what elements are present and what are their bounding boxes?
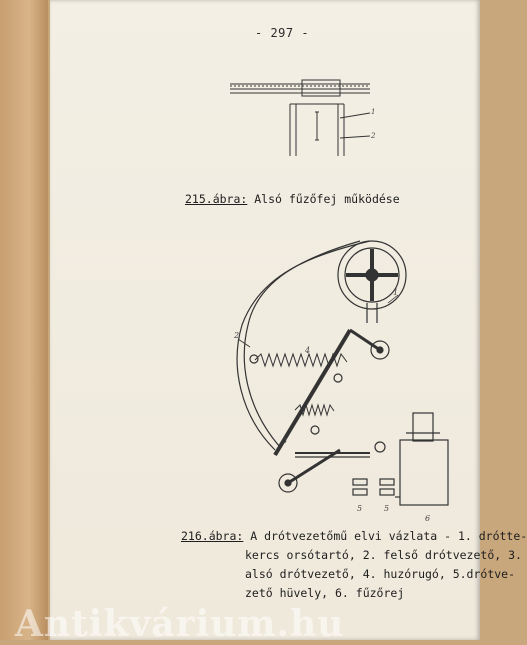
figure-216-label: 216.ábra: [181,529,244,543]
figure-216-caption-line-3: alsó drótvezető, 4. huzórugó, 5.drótve- [245,567,516,581]
part-label-5b: 5 [384,504,390,513]
svg-text:1: 1 [371,108,376,116]
figure-216-caption-line-1: 216.ábra: A drótvezetőmű elvi vázlata - 1. drótte- [181,529,527,543]
figure-215-drawing [230,78,380,163]
part-label-5a: 5 [357,504,363,513]
threading-head [400,440,448,505]
part-label-1: 1 [393,288,399,297]
watermark-logo: Antikvárium.hu [15,603,345,645]
part-label-6: 6 [425,514,431,523]
book-page [50,0,527,640]
page-number: - 297 - [255,26,310,40]
figure-216-drawing [220,235,475,523]
part-label-4: 4 [305,346,311,355]
svg-text:2: 2 [371,132,376,140]
part-label-3: 3 [282,436,288,445]
book-spine-edge [0,0,48,640]
figure-215-label: 215.ábra: [185,192,248,206]
wire-path-arc [237,241,370,450]
part-label-2: 2 [234,331,240,340]
figure-215-title: Alsó fűzőfej működése [254,192,400,206]
figure-216-caption [181,527,527,603]
figure-216-caption-line-2: kercs orsótartó, 2. felső drótvezető, 3. [245,548,522,562]
figure-216-caption-line-4: zető hüvely, 6. fűzőrej [245,586,405,600]
figure-215-caption [185,192,400,206]
